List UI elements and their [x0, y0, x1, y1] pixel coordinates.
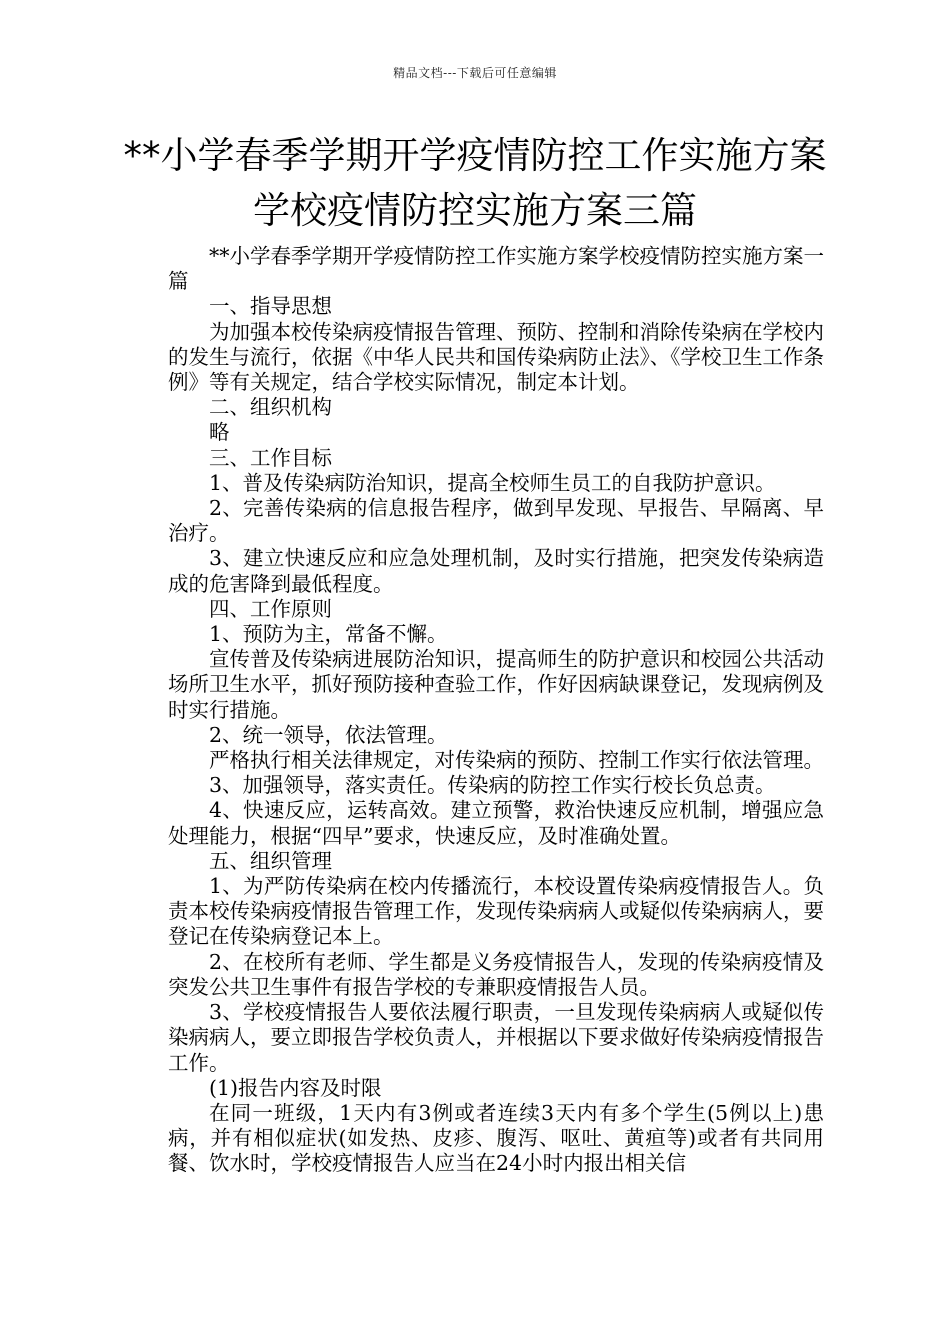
- body-paragraph: 1、预防为主，常备不懈。: [209, 622, 448, 647]
- body-paragraph: 严格执行相关法律规定，对传染病的预防、控制工作实行依法管理。: [209, 748, 824, 773]
- page-header-note: 精品文档---下载后可任意编辑: [393, 66, 557, 80]
- body-paragraph: 1、普及传染病防治知识，提高全校师生员工的自我防护意识。: [209, 470, 776, 495]
- body-paragraph: (1)报告内容及时限: [209, 1075, 382, 1100]
- intro-paragraph: **小学春季学期开学疫情防控工作实施方案学校疫情防控实施方案一篇: [168, 244, 824, 294]
- body-paragraph: 2、在校所有老师、学生都是义务疫情报告人，发现的传染病疫情及突发公共卫生事件有报告学校的专兼职疫情报告人员。: [168, 949, 824, 999]
- section-heading-organization: 二、组织机构: [209, 395, 332, 420]
- body-paragraph: 4、快速反应，运转高效。建立预警，救治快速反应机制，增强应急处理能力，根据“四早”要求，快速反应，及时准确处置。: [168, 798, 824, 848]
- body-paragraph: 3、加强领导，落实责任。传染病的防控工作实行校长负总责。: [209, 773, 776, 798]
- body-paragraph: 宣传普及传染病进展防治知识，提高师生的防护意识和校园公共活动场所卫生水平，抓好预防接种查验工作，作好因病缺课登记，发现病例及时实行措施。: [168, 647, 824, 722]
- body-paragraph: 2、完善传染病的信息报告程序，做到早发现、早报告、早隔离、早治疗。: [168, 496, 824, 546]
- body-paragraph: 2、统一领导，依法管理。: [209, 722, 448, 747]
- document-body: [168, 244, 824, 1177]
- body-paragraph: 3、建立快速反应和应急处理机制，及时实行措施，把突发传染病造成的危害降到最低程度。: [168, 546, 824, 596]
- section-heading-work-goals: 三、工作目标: [209, 445, 332, 470]
- body-paragraph: 3、学校疫情报告人要依法履行职责，一旦发现传染病病人或疑似传染病病人，要立即报告学校负责人，并根据以下要求做好传染病疫情报告工作。: [168, 1000, 824, 1075]
- section-heading-work-principles: 四、工作原则: [209, 596, 332, 621]
- section-heading-management: 五、组织管理: [209, 848, 332, 873]
- section-heading-guiding-thought: 一、指导思想: [209, 294, 332, 319]
- body-paragraph: 为加强本校传染病疫情报告管理、预防、控制和消除传染病在学校内的发生与流行，依据《中华人民共和国传染病防止法》、《学校卫生工作条例》等有关规定，结合学校实际情况，制定本计划。: [168, 319, 824, 395]
- body-paragraph: 略: [209, 420, 230, 445]
- body-paragraph: 在同一班级，1天内有3例或者连续3天内有多个学生(5例以上)患病，并有相似症状(如发热、皮疹、腹泻、呕吐、黄疸等)或者有共同用餐、饮水时，学校疫情报告人应当在24小时内报出相关信: [168, 1100, 824, 1176]
- document-title: **小学春季学期开学疫情防控工作实施方案学校疫情防控实施方案三篇: [123, 134, 827, 232]
- body-paragraph: 1、为严防传染病在校内传播流行，本校设置传染病疫情报告人。负责本校传染病疫情报告管理工作，发现传染病病人或疑似传染病病人，要登记在传染病登记本上。: [168, 874, 824, 949]
